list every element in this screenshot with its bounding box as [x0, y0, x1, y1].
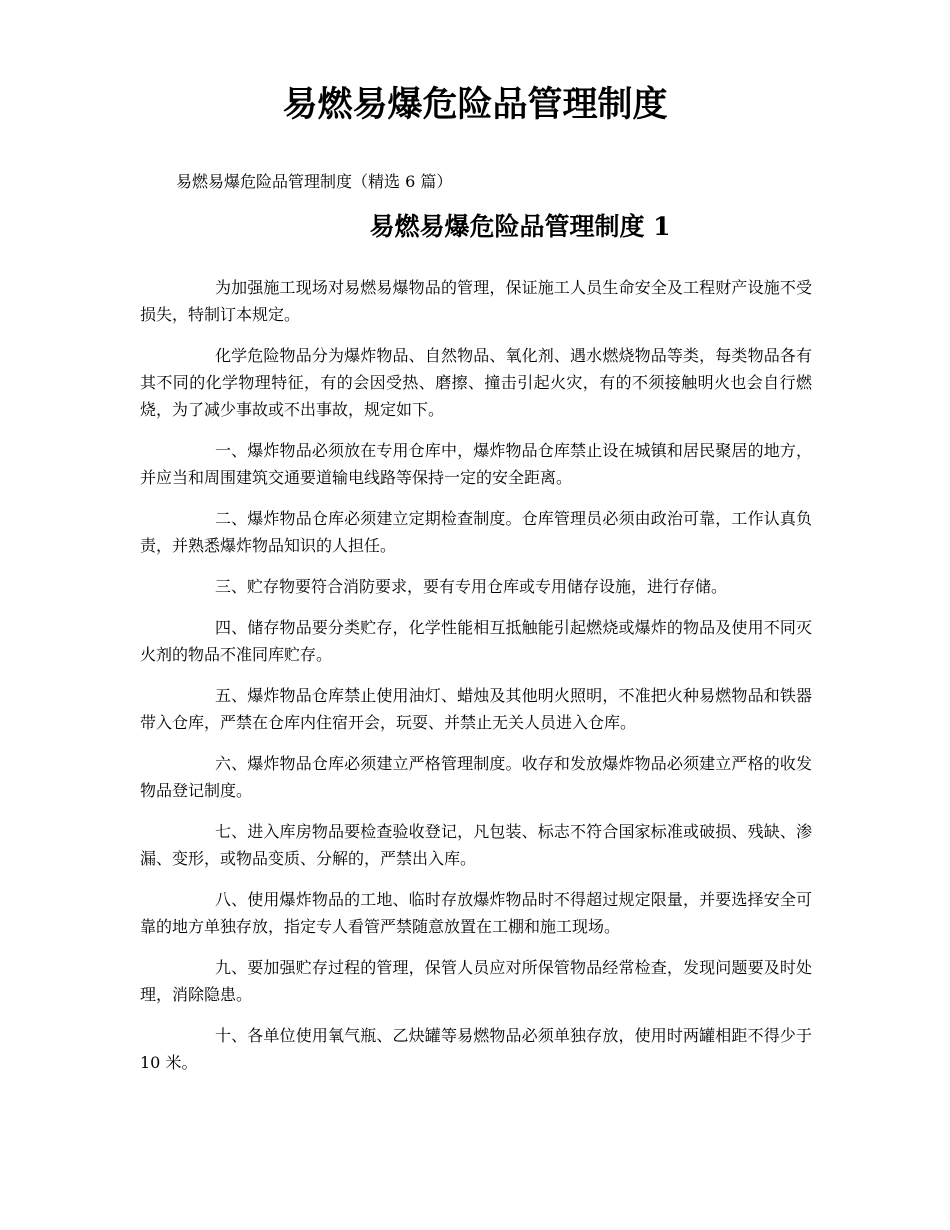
section-heading: 易燃易爆危险品管理制度 1 [369, 212, 671, 241]
paragraph: 七、进入库房物品要检查验收登记，凡包装、标志不符合国家标准或破损、残缺、渗漏、变形，或物品变质、分解的，严禁出入库。 [140, 822, 812, 868]
body-text [140, 274, 812, 1090]
paragraph: 八、使用爆炸物品的工地、临时存放爆炸物品时不得超过规定限量，并要选择安全可靠的地方单独存放，指定专人看管严禁随意放置在工棚和施工现场。 [140, 890, 812, 936]
paragraph: 化学危险物品分为爆炸物品、自然物品、氧化剂、遇水燃烧物品等类，每类物品各有其不同的化学物理特征，有的会因受热、磨擦、撞击引起火灾，有的不须接触明火也会自行燃烧，为了减少事故或不出事故，规定如下。 [140, 346, 812, 419]
paragraph: 三、贮存物要符合消防要求，要有专用仓库或专用储存设施，进行存储。 [215, 577, 728, 596]
paragraph: 四、储存物品要分类贮存，化学性能相互抵触能引起燃烧或爆炸的物品及使用不同灭火剂的物品不准同库贮存。 [140, 618, 812, 664]
paragraph: 一、爆炸物品必须放在专用仓库中，爆炸物品仓库禁止设在城镇和居民聚居的地方，并应当和周围建筑交通要道输电线路等保持一定的安全距离。 [140, 441, 812, 487]
paragraph: 二、爆炸物品仓库必须建立定期检查制度。仓库管理员必须由政治可靠，工作认真负责，并熟悉爆炸物品知识的人担任。 [140, 509, 812, 555]
paragraph: 九、要加强贮存过程的管理，保管人员应对所保管物品经常检查，发现问题要及时处理，消除隐患。 [140, 958, 812, 1004]
paragraph: 六、爆炸物品仓库必须建立严格管理制度。收存和发放爆炸物品必须建立严格的收发物品登记制度。 [140, 754, 812, 800]
document-title: 易燃易爆危险品管理制度 [282, 84, 668, 125]
paragraph: 十、各单位使用氧气瓶、乙炔罐等易燃物品必须单独存放，使用时两罐相距不得少于 10 米。 [140, 1026, 812, 1072]
document-subtitle: 易燃易爆危险品管理制度（精选 6 篇） [176, 172, 453, 191]
paragraph: 为加强施工现场对易燃易爆物品的管理，保证施工人员生命安全及工程财产设施不受损失，特制订本规定。 [140, 278, 812, 324]
paragraph: 五、爆炸物品仓库禁止使用油灯、蜡烛及其他明火照明，不准把火种易燃物品和铁器带入仓库，严禁在仓库内住宿开会，玩耍、并禁止无关人员进入仓库。 [140, 686, 812, 732]
